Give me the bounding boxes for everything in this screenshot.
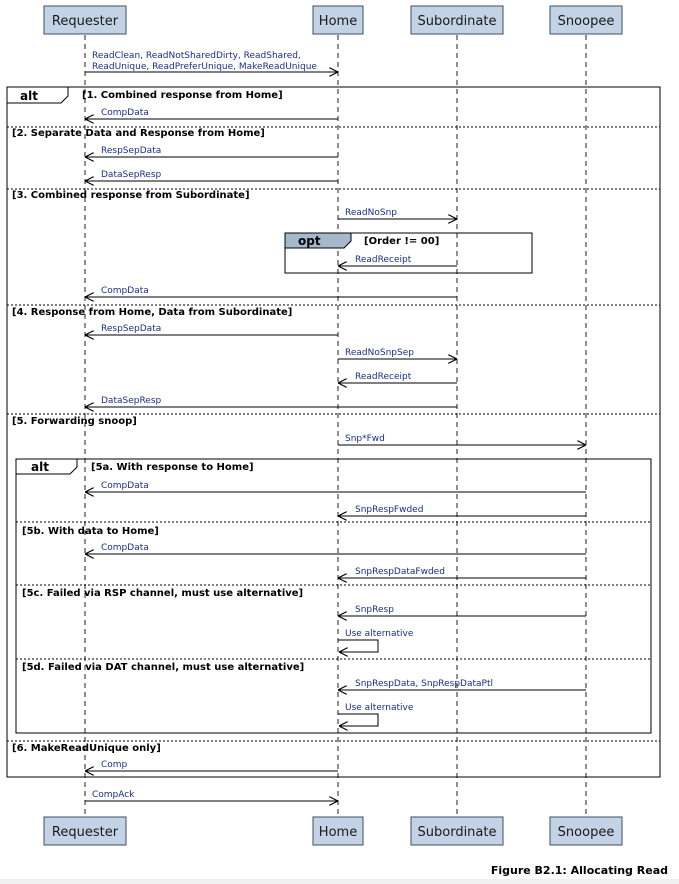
message-compdata-5a	[85, 481, 586, 492]
message-label: Snp*Fwd	[345, 434, 385, 444]
message-readnosnpsep-4	[338, 348, 457, 359]
message-label: SnpRespFwded	[355, 505, 424, 515]
message-label: RespSepData	[101, 146, 162, 156]
participant-home-top	[313, 6, 363, 34]
message-comp-6	[85, 760, 338, 771]
message-snprespdata-5d	[338, 679, 586, 690]
participant-snoopee-bottom	[550, 817, 622, 845]
message-label: ReadNoSnp	[345, 208, 397, 218]
message-label: ReadNoSnpSep	[345, 348, 414, 358]
message-respsepdata-4	[85, 324, 338, 335]
guard-5c: [5c. Failed via RSP channel, must use alternative]	[22, 588, 304, 599]
message-label: CompData	[101, 108, 149, 118]
message-compdata-5b	[85, 543, 586, 554]
guard-3: [3. Combined response from Subordinate]	[12, 190, 250, 201]
guard-opt: [Order != 00]	[364, 236, 440, 247]
fragment-keyword: alt	[20, 89, 38, 103]
fragment-keyword: opt	[298, 234, 321, 248]
fragment-opt	[285, 233, 532, 273]
message-label: CompData	[101, 543, 149, 553]
participant-label: Requester	[51, 14, 119, 29]
message-label: CompData	[101, 286, 149, 296]
message-label: Comp	[101, 760, 128, 770]
message-readreceipt-4	[338, 372, 457, 383]
message-use-alternative-5d	[338, 703, 414, 726]
participant-label: Subordinate	[417, 14, 497, 29]
participant-subordinate-bottom	[411, 817, 503, 845]
message-snpresp-5c	[338, 605, 586, 616]
participant-label: Subordinate	[417, 825, 497, 840]
message-snprespdatafwded-5b	[338, 567, 586, 578]
message-label: ReadReceipt	[355, 372, 412, 382]
message-compdata-3	[85, 286, 457, 297]
message-label: DataSepResp	[101, 396, 162, 406]
message-use-alternative-5c	[338, 629, 414, 652]
participant-snoopee-top	[550, 6, 622, 34]
participant-label: Snoopee	[557, 825, 615, 840]
message-snpfwd-5	[338, 434, 586, 445]
message-label: SnpRespData, SnpRespDataPtl	[355, 679, 493, 689]
message-label: SnpResp	[355, 605, 394, 615]
message-read-request	[85, 51, 338, 72]
participant-label: Requester	[51, 825, 119, 840]
participant-subordinate-top	[411, 6, 503, 34]
message-label: SnpRespDataFwded	[355, 567, 445, 577]
guard-5: [5. Forwarding snoop]	[12, 416, 137, 427]
figure-caption: Figure B2.1: Allocating Read	[490, 864, 668, 877]
guard-4: [4. Response from Home, Data from Subordinate]	[12, 307, 293, 318]
message-compack	[85, 790, 338, 801]
page-bottom-strip	[0, 879, 679, 884]
message-compdata-1	[85, 108, 338, 119]
message-datasepresp-2	[85, 170, 338, 181]
message-respsepdata-2	[85, 146, 338, 157]
message-datasepresp-4	[85, 396, 457, 407]
participant-label: Home	[318, 825, 358, 840]
message-snprespfwded-5a	[338, 505, 586, 516]
guard-2: [2. Separate Data and Response from Home]	[12, 128, 265, 139]
message-label: CompAck	[92, 790, 135, 800]
message-label: RespSepData	[101, 324, 162, 334]
participant-label: Snoopee	[557, 14, 615, 29]
fragment-keyword: alt	[31, 460, 49, 474]
message-label: ReadReceipt	[355, 255, 412, 265]
participant-requester-bottom	[44, 817, 126, 845]
guard-5b: [5b. With data to Home]	[22, 526, 159, 537]
guard-6: [6. MakeReadUnique only]	[12, 743, 161, 754]
message-label: CompData	[101, 481, 149, 491]
participant-label: Home	[318, 14, 358, 29]
message-label: ReadClean, ReadNotSharedDirty, ReadShared,	[92, 51, 301, 61]
guard-5d: [5d. Failed via DAT channel, must use alternative]	[22, 662, 305, 673]
message-label: Use alternative	[345, 629, 414, 639]
guard-1: [1. Combined response from Home]	[82, 90, 283, 101]
message-readreceipt-3	[338, 255, 457, 266]
message-label: Use alternative	[345, 703, 414, 713]
guard-5a: [5a. With response to Home]	[91, 462, 254, 473]
message-readnosnp-3	[338, 208, 457, 219]
message-label: DataSepResp	[101, 170, 162, 180]
participant-requester-top	[44, 6, 126, 34]
message-label: ReadUnique, ReadPreferUnique, MakeReadUnique	[92, 62, 317, 72]
participant-home-bottom	[313, 817, 363, 845]
